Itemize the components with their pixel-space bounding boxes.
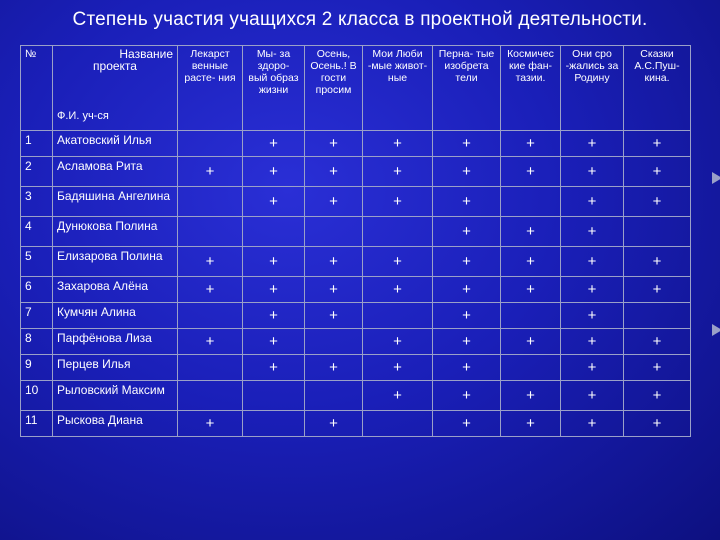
participation-mark: + [178, 157, 243, 187]
right-arrow-icon [712, 324, 720, 336]
participation-mark [178, 187, 243, 217]
participation-mark: + [561, 277, 624, 303]
participation-mark: + [624, 411, 691, 437]
participation-mark: + [305, 187, 363, 217]
slide-title: Степень участия учащихся 2 класса в проектной деятельности. [72, 9, 648, 30]
participation-mark: + [243, 329, 305, 355]
header-project-title-b: проекта [93, 59, 137, 73]
table-row [21, 303, 691, 329]
participation-mark: + [433, 411, 501, 437]
participation-mark: + [624, 277, 691, 303]
participation-mark [178, 303, 243, 329]
participation-mark [305, 217, 363, 247]
pupil-name: Елизарова Полина [53, 247, 178, 277]
row-num: 2 [21, 157, 53, 187]
participation-mark: + [363, 187, 433, 217]
header-project-2: Мы- за здоро- вый образ жизни [243, 46, 305, 131]
participation-mark: + [501, 247, 561, 277]
right-arrow-icon [712, 172, 720, 184]
participation-mark: + [433, 131, 501, 157]
participation-mark: + [243, 187, 305, 217]
participation-mark: + [305, 411, 363, 437]
pupil-name: Асламова Рита [53, 157, 178, 187]
participation-mark: + [433, 355, 501, 381]
participation-mark [178, 131, 243, 157]
participation-mark [305, 381, 363, 411]
participation-mark: + [243, 131, 305, 157]
participation-mark [243, 411, 305, 437]
pupil-name: Перцев Илья [53, 355, 178, 381]
participation-mark: + [501, 411, 561, 437]
participation-mark: + [624, 247, 691, 277]
row-num: 11 [21, 411, 53, 437]
participation-mark: + [363, 381, 433, 411]
table-row [21, 187, 691, 217]
participation-mark: + [243, 277, 305, 303]
participation-mark: + [178, 411, 243, 437]
participation-mark: + [501, 277, 561, 303]
participation-mark [178, 381, 243, 411]
participation-mark [624, 217, 691, 247]
participation-mark: + [561, 329, 624, 355]
participation-mark [501, 355, 561, 381]
table-row [21, 247, 691, 277]
participation-mark: + [433, 303, 501, 329]
participation-mark: + [178, 277, 243, 303]
header-pupil: Ф.И. уч-ся [57, 110, 109, 122]
header-project-3: Осень, Осень.! В гости просим [305, 46, 363, 131]
participation-mark: + [433, 381, 501, 411]
participation-mark: + [433, 217, 501, 247]
pupil-name: Парфёнова Лиза [53, 329, 178, 355]
participation-mark [363, 411, 433, 437]
row-num: 5 [21, 247, 53, 277]
participation-mark: + [433, 187, 501, 217]
participation-mark: + [363, 247, 433, 277]
participation-mark: + [305, 247, 363, 277]
participation-mark: + [433, 157, 501, 187]
participation-mark [243, 217, 305, 247]
participation-mark: + [561, 187, 624, 217]
table-row [21, 329, 691, 355]
participation-mark: + [305, 157, 363, 187]
participation-mark: + [501, 329, 561, 355]
participation-mark: + [433, 247, 501, 277]
participation-mark: + [433, 277, 501, 303]
participation-mark: + [178, 329, 243, 355]
header-project-7: Они сро -жались за Родину [561, 46, 624, 131]
pupil-name: Рыловский Максим [53, 381, 178, 411]
header-project-1: Лекарст венные расте- ния [178, 46, 243, 131]
header-name [53, 46, 178, 131]
participation-mark: + [243, 247, 305, 277]
header-num: № [21, 46, 53, 131]
header-row [21, 46, 691, 131]
table-row [21, 381, 691, 411]
participation-mark: + [561, 131, 624, 157]
participation-mark [501, 303, 561, 329]
participation-mark [178, 355, 243, 381]
participation-mark: + [561, 157, 624, 187]
row-num: 1 [21, 131, 53, 157]
participation-mark [305, 329, 363, 355]
pupil-name: Захарова Алёна [53, 277, 178, 303]
header-project-6: Космичес кие фан- тазии. [501, 46, 561, 131]
participation-mark [501, 187, 561, 217]
participation-mark: + [501, 217, 561, 247]
participation-mark [624, 303, 691, 329]
table-body [21, 131, 691, 437]
participation-mark: + [561, 247, 624, 277]
participation-mark: + [624, 187, 691, 217]
participation-mark: + [305, 277, 363, 303]
participation-mark: + [501, 157, 561, 187]
participation-mark: + [178, 247, 243, 277]
participation-mark [363, 217, 433, 247]
participation-mark [178, 217, 243, 247]
participation-mark: + [561, 217, 624, 247]
participation-mark: + [243, 303, 305, 329]
pupil-name: Рыскова Диана [53, 411, 178, 437]
participation-mark: + [305, 131, 363, 157]
participation-mark: + [305, 355, 363, 381]
participation-mark: + [561, 303, 624, 329]
participation-mark: + [624, 381, 691, 411]
pupil-name: Акатовский Илья [53, 131, 178, 157]
participation-mark: + [624, 131, 691, 157]
participation-mark: + [363, 131, 433, 157]
row-num: 4 [21, 217, 53, 247]
participation-mark: + [561, 355, 624, 381]
participation-mark: + [501, 131, 561, 157]
pupil-name: Бадяшина Ангелина [53, 187, 178, 217]
header-project-4: Мои Люби -мые живот-ные [363, 46, 433, 131]
participation-mark [363, 303, 433, 329]
row-num: 6 [21, 277, 53, 303]
table-row [21, 217, 691, 247]
participation-mark: + [561, 381, 624, 411]
participation-mark: + [243, 157, 305, 187]
participation-mark: + [363, 277, 433, 303]
participation-mark: + [501, 381, 561, 411]
participation-mark: + [363, 355, 433, 381]
participation-mark: + [363, 157, 433, 187]
table-row [21, 411, 691, 437]
participation-mark: + [243, 355, 305, 381]
header-project-title-a: Название [119, 47, 173, 61]
row-num: 8 [21, 329, 53, 355]
participation-mark: + [561, 411, 624, 437]
table-row [21, 157, 691, 187]
participation-mark: + [624, 329, 691, 355]
participation-mark: + [305, 303, 363, 329]
participation-mark: + [624, 157, 691, 187]
participation-mark: + [433, 329, 501, 355]
header-project-5: Перна- тые изобрета тели [433, 46, 501, 131]
row-num: 9 [21, 355, 53, 381]
pupil-name: Кумчян Алина [53, 303, 178, 329]
participation-mark [243, 381, 305, 411]
row-num: 10 [21, 381, 53, 411]
row-num: 7 [21, 303, 53, 329]
participation-table [20, 45, 691, 437]
table-row [21, 355, 691, 381]
participation-mark: + [363, 329, 433, 355]
table-row [21, 277, 691, 303]
pupil-name: Дунюкова Полина [53, 217, 178, 247]
participation-mark: + [624, 355, 691, 381]
table-row [21, 131, 691, 157]
header-project-8: Сказки А.С.Пуш- кина. [624, 46, 691, 131]
row-num: 3 [21, 187, 53, 217]
